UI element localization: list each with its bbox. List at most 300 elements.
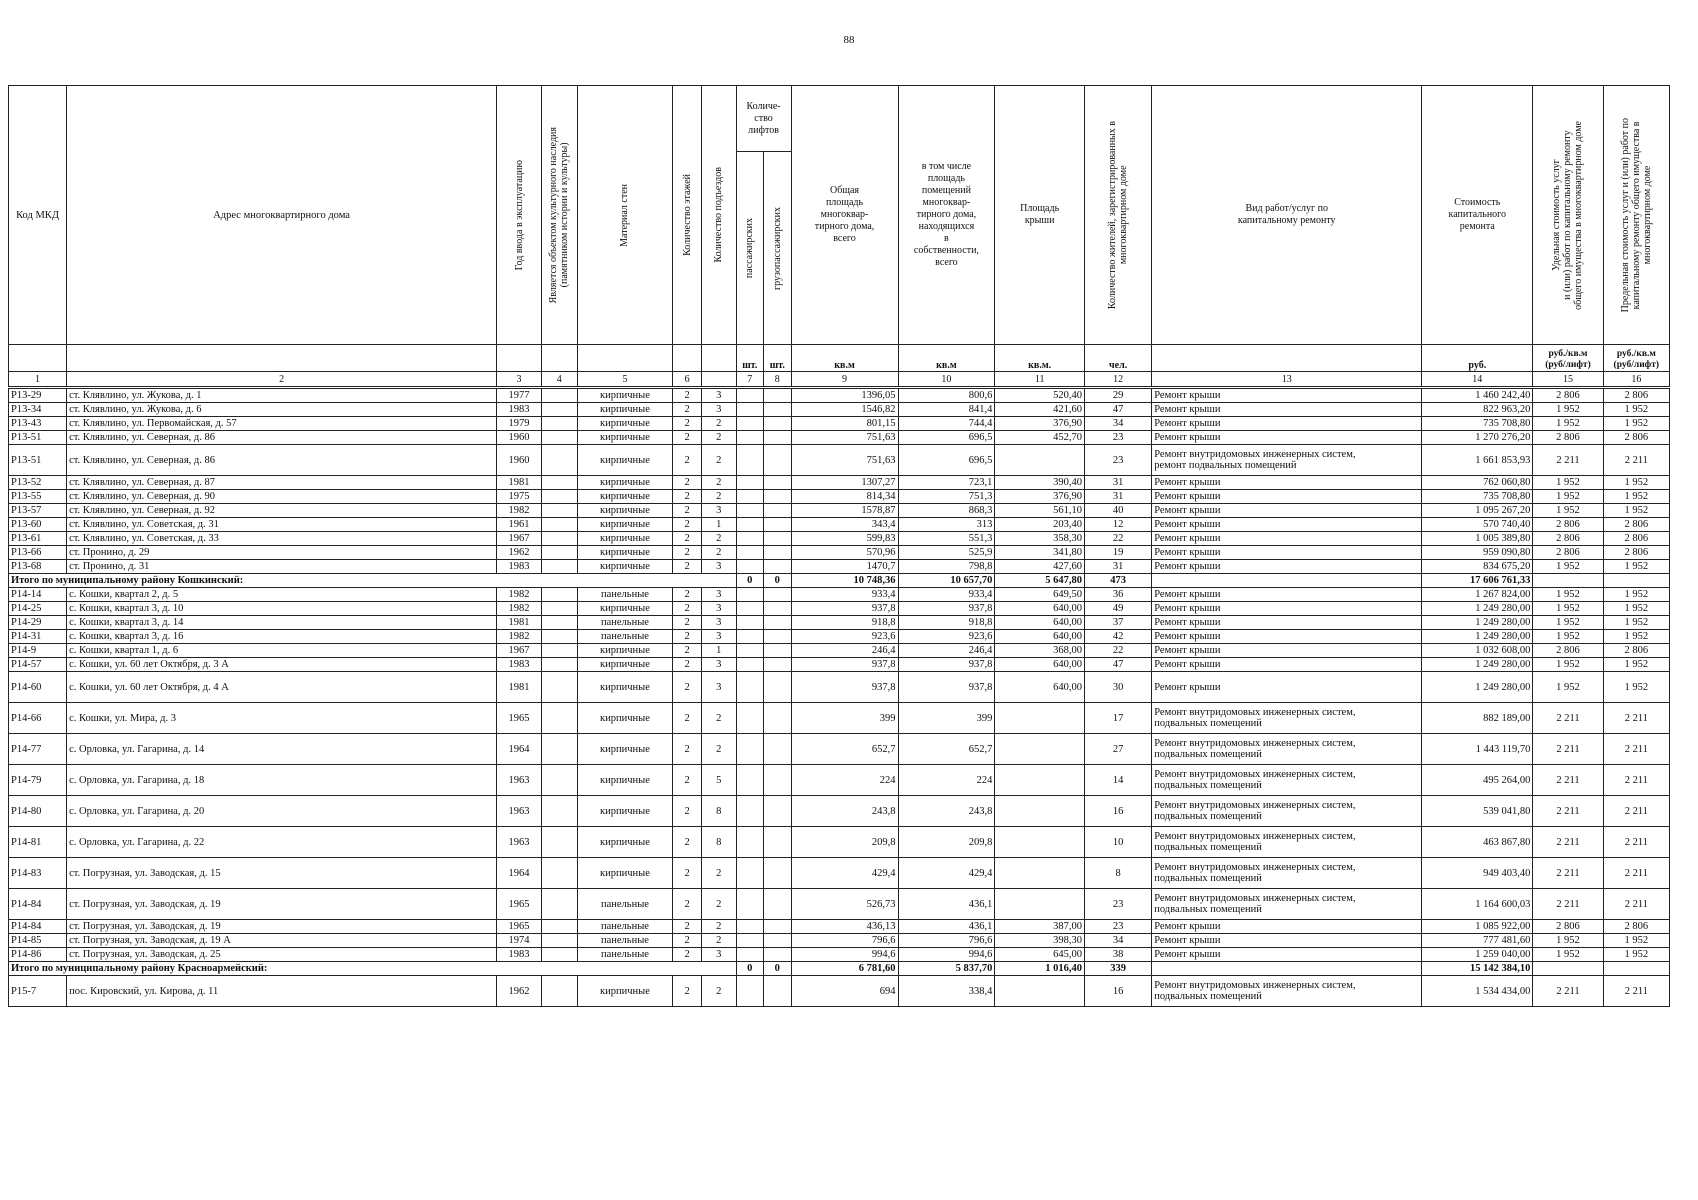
cell-unit-cost: 1 952 [1533, 672, 1603, 703]
cell-total-area: 1578,87 [791, 504, 898, 518]
cell-roof-area [995, 703, 1085, 734]
cell-lifts-passenger [736, 417, 764, 431]
cell-owned-area: 918,8 [898, 616, 995, 630]
cell-lifts-cargo [764, 765, 792, 796]
cell-address: ст. Клявлино, ул. Жукова, д. 1 [67, 388, 497, 403]
cell-floors: 2 [673, 644, 702, 658]
cell-owned-area: 841,4 [898, 403, 995, 417]
table-row [9, 672, 1670, 703]
cell-lifts-passenger [736, 431, 764, 445]
cell-total-area: 243,8 [791, 796, 898, 827]
cell-lifts-cargo [764, 644, 792, 658]
cell-floors: 2 [673, 630, 702, 644]
cell-roof-area [995, 827, 1085, 858]
subtotal-total-area: 6 781,60 [791, 962, 898, 976]
cell-unit-cost: 2 806 [1533, 518, 1603, 532]
unit-lifts-passenger: шт. [736, 345, 764, 372]
cell-residents: 31 [1084, 490, 1151, 504]
header-cost: Стоимость капитального ремонта [1422, 86, 1533, 345]
cell-year: 1982 [497, 630, 542, 644]
cell-heritage [541, 476, 577, 490]
cell-roof-area: 376,90 [995, 417, 1085, 431]
cell-owned-area: 994,6 [898, 948, 995, 962]
cell-total-area: 923,6 [791, 630, 898, 644]
cell-floors: 2 [673, 889, 702, 920]
cell-entrances: 2 [701, 490, 736, 504]
cell-cost: 834 675,20 [1422, 560, 1533, 574]
cell-wall-material: кирпичные [577, 644, 673, 658]
cell-floors: 2 [673, 476, 702, 490]
cell-lifts-passenger [736, 588, 764, 602]
cell-lifts-passenger [736, 976, 764, 1007]
table-row [9, 948, 1670, 962]
subtotal-unit-cost [1533, 962, 1603, 976]
unit-total-area: кв.м [791, 345, 898, 372]
cell-year: 1960 [497, 431, 542, 445]
cell-roof-area [995, 765, 1085, 796]
cell-limit-cost: 2 211 [1603, 858, 1669, 889]
cell-work-type: Ремонт крыши [1152, 490, 1422, 504]
column-index-row [9, 372, 1670, 388]
cell-work-type: Ремонт внутридомовых инженерных систем, подвальных помещений [1152, 858, 1422, 889]
table-row [9, 934, 1670, 948]
cell-limit-cost: 2 211 [1603, 796, 1669, 827]
cell-heritage [541, 602, 577, 616]
cell-roof-area: 368,00 [995, 644, 1085, 658]
cell-wall-material: кирпичные [577, 417, 673, 431]
header-work-type: Вид работ/услуг по капитальному ремонту [1152, 86, 1422, 345]
cell-wall-material: панельные [577, 630, 673, 644]
cell-cost: 949 403,40 [1422, 858, 1533, 889]
header-unit-cost: Удельная стоимость услуг и (или) работ по капитальному ремонту общего имущества в многоквартирном доме [1533, 86, 1603, 345]
cell-roof-area [995, 445, 1085, 476]
cell-floors: 2 [673, 504, 702, 518]
cell-limit-cost: 1 952 [1603, 616, 1669, 630]
cell-work-type: Ремонт внутридомовых инженерных систем, подвальных помещений [1152, 889, 1422, 920]
subtotal-residents: 339 [1084, 962, 1151, 976]
cell-cost: 1 661 853,93 [1422, 445, 1533, 476]
cell-work-type: Ремонт крыши [1152, 532, 1422, 546]
cell-limit-cost: 2 806 [1603, 388, 1669, 403]
cell-lifts-cargo [764, 616, 792, 630]
cell-limit-cost: 2 806 [1603, 546, 1669, 560]
cell-owned-area: 798,8 [898, 560, 995, 574]
cell-address: пос. Кировский, ул. Кирова, д. 11 [67, 976, 497, 1007]
cell-roof-area: 398,30 [995, 934, 1085, 948]
cell-floors: 2 [673, 858, 702, 889]
cell-entrances: 2 [701, 734, 736, 765]
cell-address: ст. Погрузная, ул. Заводская, д. 15 [67, 858, 497, 889]
cell-residents: 30 [1084, 672, 1151, 703]
cell-address: с. Кошки, квартал 3, д. 10 [67, 602, 497, 616]
cell-residents: 17 [1084, 703, 1151, 734]
cell-total-area: 436,13 [791, 920, 898, 934]
cell-total-area: 1307,27 [791, 476, 898, 490]
cell-roof-area: 358,30 [995, 532, 1085, 546]
col-index: 12 [1084, 372, 1151, 388]
cell-residents: 38 [1084, 948, 1151, 962]
cell-work-type: Ремонт внутридомовых инженерных систем, подвальных помещений [1152, 734, 1422, 765]
table-row [9, 588, 1670, 602]
cell-owned-area: 313 [898, 518, 995, 532]
cell-entrances: 8 [701, 827, 736, 858]
cell-lifts-cargo [764, 672, 792, 703]
subtotal-cost: 17 606 761,33 [1422, 574, 1533, 588]
cell-entrances: 2 [701, 532, 736, 546]
cell-code: Р13-61 [9, 532, 67, 546]
cell-code: Р13-43 [9, 417, 67, 431]
table-row [9, 765, 1670, 796]
cell-year: 1983 [497, 560, 542, 574]
cell-unit-cost: 2 211 [1533, 827, 1603, 858]
cell-limit-cost: 1 952 [1603, 417, 1669, 431]
cell-floors: 2 [673, 445, 702, 476]
cell-unit-cost: 1 952 [1533, 948, 1603, 962]
cell-cost: 735 708,80 [1422, 417, 1533, 431]
cell-roof-area: 561,10 [995, 504, 1085, 518]
header-residents: Количество жителей, зарегистрированных в многоквартирном доме [1084, 86, 1151, 345]
cell-code: Р14-80 [9, 796, 67, 827]
cell-code: Р13-34 [9, 403, 67, 417]
cell-address: с. Орловка, ул. Гагарина, д. 20 [67, 796, 497, 827]
cell-wall-material: кирпичные [577, 602, 673, 616]
table-row [9, 858, 1670, 889]
subtotal-lifts-cargo: 0 [764, 574, 792, 588]
cell-code: Р14-84 [9, 920, 67, 934]
cell-lifts-passenger [736, 703, 764, 734]
table-row [9, 445, 1670, 476]
header-heritage: Является объектом культурного наследия (памятником истории и культуры) [541, 86, 577, 345]
cell-lifts-passenger [736, 889, 764, 920]
cell-code: Р14-29 [9, 616, 67, 630]
cell-total-area: 937,8 [791, 672, 898, 703]
cell-address: ст. Погрузная, ул. Заводская, д. 19 [67, 889, 497, 920]
cell-lifts-passenger [736, 796, 764, 827]
cell-heritage [541, 858, 577, 889]
cell-heritage [541, 672, 577, 703]
col-index: 8 [764, 372, 792, 388]
cell-lifts-cargo [764, 403, 792, 417]
cell-total-area: 429,4 [791, 858, 898, 889]
cell-year: 1960 [497, 445, 542, 476]
cell-owned-area: 696,5 [898, 445, 995, 476]
cell-owned-area: 937,8 [898, 672, 995, 703]
cell-floors: 2 [673, 431, 702, 445]
subtotal-label: Итого по муниципальному району Красноармейский: [9, 962, 737, 976]
cell-lifts-passenger [736, 672, 764, 703]
cell-entrances: 2 [701, 546, 736, 560]
cell-cost: 539 041,80 [1422, 796, 1533, 827]
cell-roof-area: 203,40 [995, 518, 1085, 532]
cell-code: Р14-25 [9, 602, 67, 616]
cell-lifts-passenger [736, 948, 764, 962]
cell-entrances: 8 [701, 796, 736, 827]
cell-cost: 959 090,80 [1422, 546, 1533, 560]
cell-owned-area: 868,3 [898, 504, 995, 518]
cell-entrances: 2 [701, 703, 736, 734]
cell-entrances: 2 [701, 417, 736, 431]
table-body [9, 388, 1670, 1007]
cell-owned-area: 209,8 [898, 827, 995, 858]
cell-entrances: 2 [701, 920, 736, 934]
cell-code: Р13-51 [9, 445, 67, 476]
cell-work-type: Ремонт внутридомовых инженерных систем, подвальных помещений [1152, 976, 1422, 1007]
cell-residents: 22 [1084, 532, 1151, 546]
cell-year: 1981 [497, 476, 542, 490]
cell-year: 1981 [497, 672, 542, 703]
cell-total-area: 526,73 [791, 889, 898, 920]
cell-work-type: Ремонт крыши [1152, 588, 1422, 602]
cell-floors: 2 [673, 532, 702, 546]
cell-lifts-cargo [764, 431, 792, 445]
cell-total-area: 937,8 [791, 658, 898, 672]
header-limit-cost: Предельная стоимость услуг и (или) работ по капитальному ремонту общего имущества в многоквартирном доме [1603, 86, 1669, 345]
cell-code: Р13-66 [9, 546, 67, 560]
cell-work-type: Ремонт крыши [1152, 616, 1422, 630]
cell-heritage [541, 976, 577, 1007]
cell-limit-cost: 2 211 [1603, 889, 1669, 920]
cell-year: 1983 [497, 658, 542, 672]
cell-cost: 1 259 040,00 [1422, 948, 1533, 962]
cell-floors: 2 [673, 602, 702, 616]
cell-entrances: 2 [701, 476, 736, 490]
cell-wall-material: кирпичные [577, 431, 673, 445]
cell-floors: 2 [673, 546, 702, 560]
cell-roof-area [995, 889, 1085, 920]
cell-owned-area: 436,1 [898, 889, 995, 920]
cell-total-area: 343,4 [791, 518, 898, 532]
cell-cost: 1 270 276,20 [1422, 431, 1533, 445]
table-row [9, 546, 1670, 560]
cell-lifts-passenger [736, 602, 764, 616]
subtotal-lifts-cargo: 0 [764, 962, 792, 976]
cell-work-type: Ремонт внутридомовых инженерных систем, подвальных помещений [1152, 796, 1422, 827]
cell-limit-cost: 2 806 [1603, 920, 1669, 934]
cell-limit-cost: 2 806 [1603, 431, 1669, 445]
cell-heritage [541, 403, 577, 417]
page-number: 88 [843, 34, 855, 46]
cell-entrances: 2 [701, 889, 736, 920]
cell-lifts-cargo [764, 490, 792, 504]
cell-limit-cost: 1 952 [1603, 658, 1669, 672]
cell-lifts-passenger [736, 630, 764, 644]
cell-owned-area: 937,8 [898, 658, 995, 672]
cell-year: 1974 [497, 934, 542, 948]
cell-total-area: 224 [791, 765, 898, 796]
cell-address: с. Кошки, квартал 2, д. 5 [67, 588, 497, 602]
cell-work-type: Ремонт крыши [1152, 948, 1422, 962]
cell-year: 1962 [497, 546, 542, 560]
cell-lifts-passenger [736, 560, 764, 574]
cell-owned-area: 429,4 [898, 858, 995, 889]
cell-code: Р14-85 [9, 934, 67, 948]
header-owned-area: в том числе площадь помещений многоквар- тирного дома, находящихся в собственности, всего [898, 86, 995, 345]
col-index: 5 [577, 372, 673, 388]
cell-code: Р15-7 [9, 976, 67, 1007]
cell-lifts-passenger [736, 920, 764, 934]
cell-limit-cost: 1 952 [1603, 934, 1669, 948]
cell-residents: 19 [1084, 546, 1151, 560]
cell-residents: 23 [1084, 920, 1151, 934]
cell-address: ст. Клявлино, ул. Северная, д. 90 [67, 490, 497, 504]
cell-lifts-passenger [736, 734, 764, 765]
cell-lifts-passenger [736, 518, 764, 532]
cell-address: ст. Клявлино, ул. Северная, д. 87 [67, 476, 497, 490]
cell-roof-area: 640,00 [995, 602, 1085, 616]
cell-unit-cost: 1 952 [1533, 588, 1603, 602]
cell-owned-area: 243,8 [898, 796, 995, 827]
cell-floors: 2 [673, 616, 702, 630]
cell-unit-cost: 1 952 [1533, 602, 1603, 616]
cell-wall-material: панельные [577, 588, 673, 602]
subtotal-lifts-passenger: 0 [736, 962, 764, 976]
cell-floors: 2 [673, 703, 702, 734]
cell-lifts-cargo [764, 796, 792, 827]
cell-wall-material: кирпичные [577, 388, 673, 403]
cell-entrances: 3 [701, 560, 736, 574]
cell-lifts-passenger [736, 445, 764, 476]
subtotal-owned-area: 10 657,70 [898, 574, 995, 588]
cell-entrances: 2 [701, 858, 736, 889]
cell-wall-material: кирпичные [577, 796, 673, 827]
cell-floors: 2 [673, 976, 702, 1007]
cell-lifts-cargo [764, 518, 792, 532]
cell-year: 1977 [497, 388, 542, 403]
cell-code: Р13-52 [9, 476, 67, 490]
cell-limit-cost: 1 952 [1603, 672, 1669, 703]
cell-residents: 47 [1084, 403, 1151, 417]
cell-unit-cost: 1 952 [1533, 616, 1603, 630]
cell-owned-area: 399 [898, 703, 995, 734]
cell-heritage [541, 644, 577, 658]
table-row [9, 403, 1670, 417]
cell-heritage [541, 431, 577, 445]
cell-unit-cost: 1 952 [1533, 417, 1603, 431]
cell-entrances: 2 [701, 934, 736, 948]
table-row [9, 518, 1670, 532]
cell-owned-area: 751,3 [898, 490, 995, 504]
table-row [9, 616, 1670, 630]
cell-address: ст. Клявлино, ул. Жукова, д. 6 [67, 403, 497, 417]
cell-residents: 31 [1084, 476, 1151, 490]
cell-total-area: 246,4 [791, 644, 898, 658]
cell-residents: 29 [1084, 388, 1151, 403]
unit-cost: руб. [1422, 345, 1533, 372]
cell-cost: 1 164 600,03 [1422, 889, 1533, 920]
cell-floors: 2 [673, 796, 702, 827]
cell-wall-material: панельные [577, 920, 673, 934]
cell-roof-area: 640,00 [995, 616, 1085, 630]
cell-address: ст. Погрузная, ул. Заводская, д. 25 [67, 948, 497, 962]
cell-unit-cost: 1 952 [1533, 403, 1603, 417]
cell-floors: 2 [673, 827, 702, 858]
cell-lifts-passenger [736, 658, 764, 672]
cell-limit-cost: 1 952 [1603, 588, 1669, 602]
cell-work-type: Ремонт внутридомовых инженерных систем, ремонт подвальных помещений [1152, 445, 1422, 476]
cell-owned-area: 652,7 [898, 734, 995, 765]
cell-code: Р13-55 [9, 490, 67, 504]
cell-address: ст. Клявлино, ул. Советская, д. 31 [67, 518, 497, 532]
cell-heritage [541, 532, 577, 546]
cell-roof-area: 390,40 [995, 476, 1085, 490]
cell-lifts-cargo [764, 445, 792, 476]
cell-lifts-cargo [764, 546, 792, 560]
col-index: 2 [67, 372, 497, 388]
cell-year: 1981 [497, 616, 542, 630]
cell-wall-material: панельные [577, 616, 673, 630]
cell-entrances: 3 [701, 504, 736, 518]
cell-lifts-cargo [764, 889, 792, 920]
cell-roof-area: 452,70 [995, 431, 1085, 445]
cell-lifts-cargo [764, 388, 792, 403]
cell-residents: 27 [1084, 734, 1151, 765]
cell-wall-material: кирпичные [577, 518, 673, 532]
cell-cost: 777 481,60 [1422, 934, 1533, 948]
cell-limit-cost: 2 806 [1603, 518, 1669, 532]
cell-unit-cost: 1 952 [1533, 476, 1603, 490]
cell-year: 1983 [497, 948, 542, 962]
cell-residents: 23 [1084, 889, 1151, 920]
cell-limit-cost: 1 952 [1603, 490, 1669, 504]
cell-work-type: Ремонт крыши [1152, 560, 1422, 574]
cell-total-area: 694 [791, 976, 898, 1007]
cell-code: Р14-60 [9, 672, 67, 703]
cell-lifts-passenger [736, 546, 764, 560]
col-index: 16 [1603, 372, 1669, 388]
cell-total-area: 209,8 [791, 827, 898, 858]
cell-limit-cost: 1 952 [1603, 560, 1669, 574]
cell-lifts-passenger [736, 765, 764, 796]
table-row [9, 703, 1670, 734]
cell-heritage [541, 417, 577, 431]
col-index [701, 372, 736, 388]
header-code: Код МКД [9, 86, 67, 345]
cell-year: 1964 [497, 734, 542, 765]
cell-residents: 34 [1084, 934, 1151, 948]
subtotal-work-type [1152, 574, 1422, 588]
cell-work-type: Ремонт крыши [1152, 504, 1422, 518]
col-index: 6 [673, 372, 702, 388]
cell-code: Р14-14 [9, 588, 67, 602]
cell-floors: 2 [673, 560, 702, 574]
cell-code: Р14-77 [9, 734, 67, 765]
table-row [9, 827, 1670, 858]
cell-floors: 2 [673, 417, 702, 431]
col-index: 15 [1533, 372, 1603, 388]
col-index: 3 [497, 372, 542, 388]
cell-cost: 570 740,40 [1422, 518, 1533, 532]
cell-address: ст. Клявлино, ул. Советская, д. 33 [67, 532, 497, 546]
cell-total-area: 751,63 [791, 431, 898, 445]
cell-residents: 16 [1084, 796, 1151, 827]
cell-code: Р14-57 [9, 658, 67, 672]
cell-wall-material: кирпичные [577, 504, 673, 518]
cell-cost: 1 249 280,00 [1422, 616, 1533, 630]
cell-code: Р14-79 [9, 765, 67, 796]
cell-heritage [541, 388, 577, 403]
header-floors: Количество этажей [673, 86, 702, 345]
cell-unit-cost: 2 806 [1533, 920, 1603, 934]
cell-limit-cost: 2 806 [1603, 532, 1669, 546]
cell-address: с. Кошки, квартал 3, д. 14 [67, 616, 497, 630]
cell-cost: 1 249 280,00 [1422, 672, 1533, 703]
cell-heritage [541, 658, 577, 672]
cell-floors: 2 [673, 518, 702, 532]
cell-lifts-cargo [764, 417, 792, 431]
cell-owned-area: 525,9 [898, 546, 995, 560]
cell-floors: 2 [673, 920, 702, 934]
cell-total-area: 1396,05 [791, 388, 898, 403]
